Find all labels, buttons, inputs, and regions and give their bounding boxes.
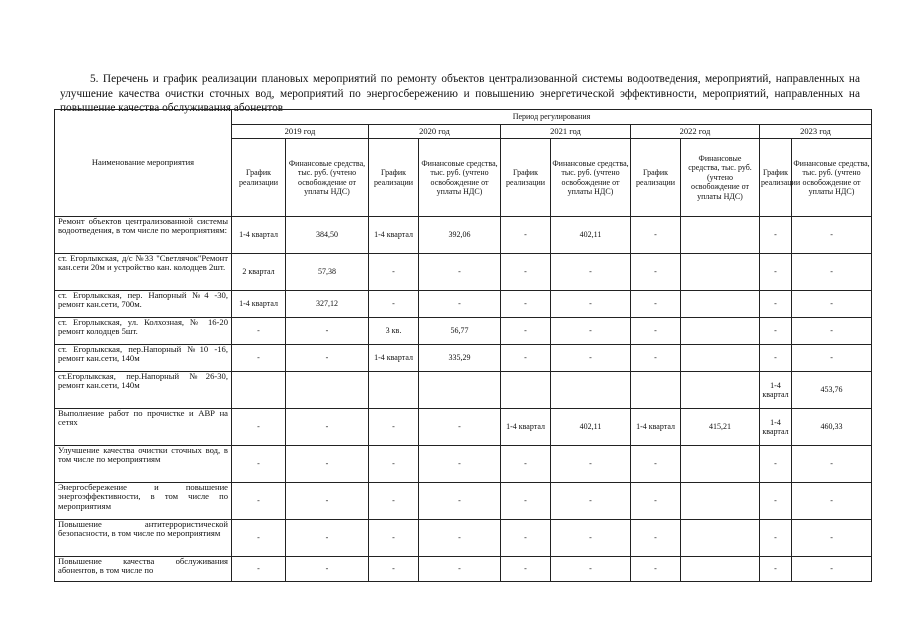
table-row	[55, 345, 872, 372]
year-header-2021: 2021 год	[501, 125, 631, 139]
cell-2020-finance: 392,06	[419, 217, 501, 254]
table-row	[55, 254, 872, 291]
cell-2022-schedule: -	[631, 520, 681, 557]
cell-2022-schedule: -	[631, 291, 681, 318]
cell-2019-schedule: 1-4 квартал	[232, 217, 286, 254]
table-row	[55, 557, 872, 582]
cell-2019-finance: 327,12	[286, 291, 369, 318]
cell-2020-finance: 335,29	[419, 345, 501, 372]
column-header-period: Период регулирования	[232, 110, 872, 125]
cell-2022-schedule: -	[631, 557, 681, 582]
cell-2021-finance: -	[551, 483, 631, 520]
cell-2019-schedule: -	[232, 318, 286, 345]
row-name: Ремонт объектов централизованной системы водоотведения, в том числе по мероприятиям:	[55, 217, 232, 254]
cell-2019-finance: 57,38	[286, 254, 369, 291]
cell-2019-finance: -	[286, 483, 369, 520]
cell-2021-schedule: -	[501, 345, 551, 372]
cell-2023-finance: -	[792, 520, 872, 557]
cell-2023-finance: -	[792, 483, 872, 520]
cell-2020-schedule: 3 кв.	[369, 318, 419, 345]
table-row	[55, 520, 872, 557]
cell-2019-finance: -	[286, 557, 369, 582]
cell-2022-schedule: -	[631, 446, 681, 483]
cell-2019-finance: -	[286, 318, 369, 345]
cell-2022-finance	[681, 345, 760, 372]
cell-2022-schedule: -	[631, 318, 681, 345]
cell-2022-finance	[681, 291, 760, 318]
cell-2023-schedule: 1-4 квартал	[760, 372, 792, 409]
cell-2020-schedule: -	[369, 446, 419, 483]
table-row	[55, 372, 872, 409]
column-header-name: Наименование мероприятия	[55, 110, 232, 217]
cell-2020-finance: -	[419, 254, 501, 291]
cell-2020-schedule: -	[369, 254, 419, 291]
row-name: ст. Егорлыкская, ул. Колхозная, № 16-20 ремонт колодцев 5шт.	[55, 318, 232, 345]
cell-2023-schedule: -	[760, 557, 792, 582]
cell-2022-schedule: -	[631, 345, 681, 372]
sub-header-finance: Финансовые средства, тыс. руб. (учтено освобождение от уплаты НДС)	[551, 139, 631, 217]
cell-2023-schedule: -	[760, 345, 792, 372]
table-row	[55, 217, 872, 254]
row-name: Повышение антитеррористической безопасности, в том числе по мероприятиям	[55, 520, 232, 557]
cell-2022-finance	[681, 217, 760, 254]
cell-2020-finance: 56,77	[419, 318, 501, 345]
table-row	[55, 291, 872, 318]
plan-rows	[55, 217, 872, 582]
cell-2023-schedule: -	[760, 520, 792, 557]
cell-2019-schedule: 1-4 квартал	[232, 291, 286, 318]
sub-header-finance: Финансовые средства, тыс. руб. (учтено освобождение от уплаты НДС)	[419, 139, 501, 217]
cell-2020-schedule: 1-4 квартал	[369, 217, 419, 254]
plan-table	[54, 109, 872, 582]
row-name: ст.Егорлыкская, пер.Напорный №26-30, ремонт кан.сети, 140м	[55, 372, 232, 409]
cell-2019-finance: -	[286, 409, 369, 446]
header-row-period	[55, 110, 872, 125]
cell-2021-finance: -	[551, 446, 631, 483]
cell-2019-finance	[286, 372, 369, 409]
cell-2021-schedule: 1-4 квартал	[501, 409, 551, 446]
cell-2022-schedule: -	[631, 483, 681, 520]
cell-2021-schedule: -	[501, 446, 551, 483]
cell-2023-schedule: -	[760, 254, 792, 291]
cell-2019-schedule: -	[232, 446, 286, 483]
cell-2021-schedule: -	[501, 217, 551, 254]
row-name: Улучшение качества очистки сточных вод, в том числе по мероприятиям	[55, 446, 232, 483]
cell-2021-schedule: -	[501, 520, 551, 557]
cell-2020-schedule: 1-4 квартал	[369, 345, 419, 372]
cell-2020-finance: -	[419, 409, 501, 446]
cell-2020-finance: -	[419, 291, 501, 318]
cell-2023-schedule: -	[760, 446, 792, 483]
year-header-2022: 2022 год	[631, 125, 760, 139]
sub-header-finance: Финансовые средства, тыс. руб. (учтено освобождение от уплаты НДС)	[286, 139, 369, 217]
cell-2019-schedule: -	[232, 483, 286, 520]
cell-2023-finance: 460,33	[792, 409, 872, 446]
cell-2019-schedule: -	[232, 409, 286, 446]
cell-2023-schedule: -	[760, 318, 792, 345]
cell-2021-finance: -	[551, 291, 631, 318]
cell-2020-schedule: -	[369, 483, 419, 520]
year-header-2020: 2020 год	[369, 125, 501, 139]
cell-2023-finance: -	[792, 446, 872, 483]
cell-2021-finance	[551, 372, 631, 409]
cell-2021-finance: -	[551, 254, 631, 291]
cell-2023-finance: -	[792, 318, 872, 345]
cell-2019-schedule	[232, 372, 286, 409]
sub-header-schedule: График реализации	[631, 139, 681, 217]
cell-2019-schedule: -	[232, 520, 286, 557]
cell-2019-finance: 384,50	[286, 217, 369, 254]
cell-2020-schedule: -	[369, 520, 419, 557]
table-row	[55, 318, 872, 345]
cell-2020-schedule	[369, 372, 419, 409]
cell-2023-schedule: -	[760, 483, 792, 520]
cell-2022-finance: 415,21	[681, 409, 760, 446]
cell-2023-finance: -	[792, 557, 872, 582]
cell-2021-finance: -	[551, 318, 631, 345]
year-header-2023: 2023 год	[760, 125, 872, 139]
cell-2022-finance	[681, 446, 760, 483]
cell-2021-schedule: -	[501, 291, 551, 318]
cell-2021-finance: 402,11	[551, 217, 631, 254]
cell-2021-schedule: -	[501, 254, 551, 291]
row-name: Энергосбережение и повышение энергоэффективности, в том числе по мероприятиям	[55, 483, 232, 520]
cell-2022-schedule: -	[631, 217, 681, 254]
cell-2019-schedule: 2 квартал	[232, 254, 286, 291]
table-row	[55, 483, 872, 520]
cell-2021-schedule: -	[501, 557, 551, 582]
sub-header-schedule: График реализации	[232, 139, 286, 217]
cell-2022-finance	[681, 520, 760, 557]
cell-2023-finance: -	[792, 254, 872, 291]
cell-2020-finance: -	[419, 520, 501, 557]
sub-header-finance: Финансовые средства, тыс. руб. (учтено освобождение от уплаты НДС)	[681, 139, 760, 217]
cell-2021-schedule: -	[501, 318, 551, 345]
cell-2022-schedule: -	[631, 254, 681, 291]
cell-2021-finance: -	[551, 345, 631, 372]
cell-2021-finance: 402,11	[551, 409, 631, 446]
cell-2021-schedule	[501, 372, 551, 409]
cell-2021-finance: -	[551, 520, 631, 557]
cell-2019-schedule: -	[232, 557, 286, 582]
cell-2020-finance	[419, 372, 501, 409]
cell-2019-finance: -	[286, 345, 369, 372]
cell-2021-schedule: -	[501, 483, 551, 520]
row-name: ст. Егорлыкская, д/с №33 "Светлячок"Ремонт кан.сети 20м и устройство кан. колодцев 2шт.	[55, 254, 232, 291]
cell-2022-schedule: 1-4 квартал	[631, 409, 681, 446]
row-name: Повышение качества обслуживания абонентов, в том числе по	[55, 557, 232, 582]
cell-2020-schedule: -	[369, 409, 419, 446]
cell-2022-finance	[681, 557, 760, 582]
cell-2023-schedule: -	[760, 291, 792, 318]
cell-2023-finance: 453,76	[792, 372, 872, 409]
sub-header-schedule: График реализации	[760, 139, 792, 217]
cell-2020-finance: -	[419, 557, 501, 582]
cell-2023-finance: -	[792, 217, 872, 254]
cell-2023-finance: -	[792, 345, 872, 372]
table-row	[55, 409, 872, 446]
sub-header-finance: Финансовые средства, тыс. руб. (учтено освобождение от уплаты НДС)	[792, 139, 872, 217]
cell-2022-finance	[681, 483, 760, 520]
cell-2019-finance: -	[286, 520, 369, 557]
section-heading: 5. Перечень и график реализации плановых мероприятий по ремонту объектов централизованной системы водоотведения, мероприятий, направленных на улучшение качества очистки сточных вод, мероприятий по энергосбережению и повышению энергетической эффективности, мероприятий, направленных на повышение качества обслуживания абонентов	[60, 73, 860, 115]
cell-2019-schedule: -	[232, 345, 286, 372]
sub-header-schedule: График реализации	[369, 139, 419, 217]
cell-2022-finance	[681, 372, 760, 409]
cell-2022-finance	[681, 318, 760, 345]
cell-2023-schedule: 1-4 квартал	[760, 409, 792, 446]
year-header-2019: 2019 год	[232, 125, 369, 139]
cell-2020-schedule: -	[369, 557, 419, 582]
cell-2022-finance	[681, 254, 760, 291]
row-name: ст. Егорлыкская, пер.Напорный №10 -16, ремонт кан.сети, 140м	[55, 345, 232, 372]
cell-2019-finance: -	[286, 446, 369, 483]
cell-2020-finance: -	[419, 483, 501, 520]
cell-2021-finance: -	[551, 557, 631, 582]
cell-2023-finance: -	[792, 291, 872, 318]
row-name: ст. Егорлыкская, пер. Напорный №4 -30, ремонт кан.сети, 700м.	[55, 291, 232, 318]
table-row	[55, 446, 872, 483]
cell-2020-finance: -	[419, 446, 501, 483]
cell-2022-schedule	[631, 372, 681, 409]
cell-2020-schedule: -	[369, 291, 419, 318]
cell-2023-schedule: -	[760, 217, 792, 254]
row-name: Выполнение работ по прочистке и АВР на сетях	[55, 409, 232, 446]
sub-header-schedule: График реализации	[501, 139, 551, 217]
